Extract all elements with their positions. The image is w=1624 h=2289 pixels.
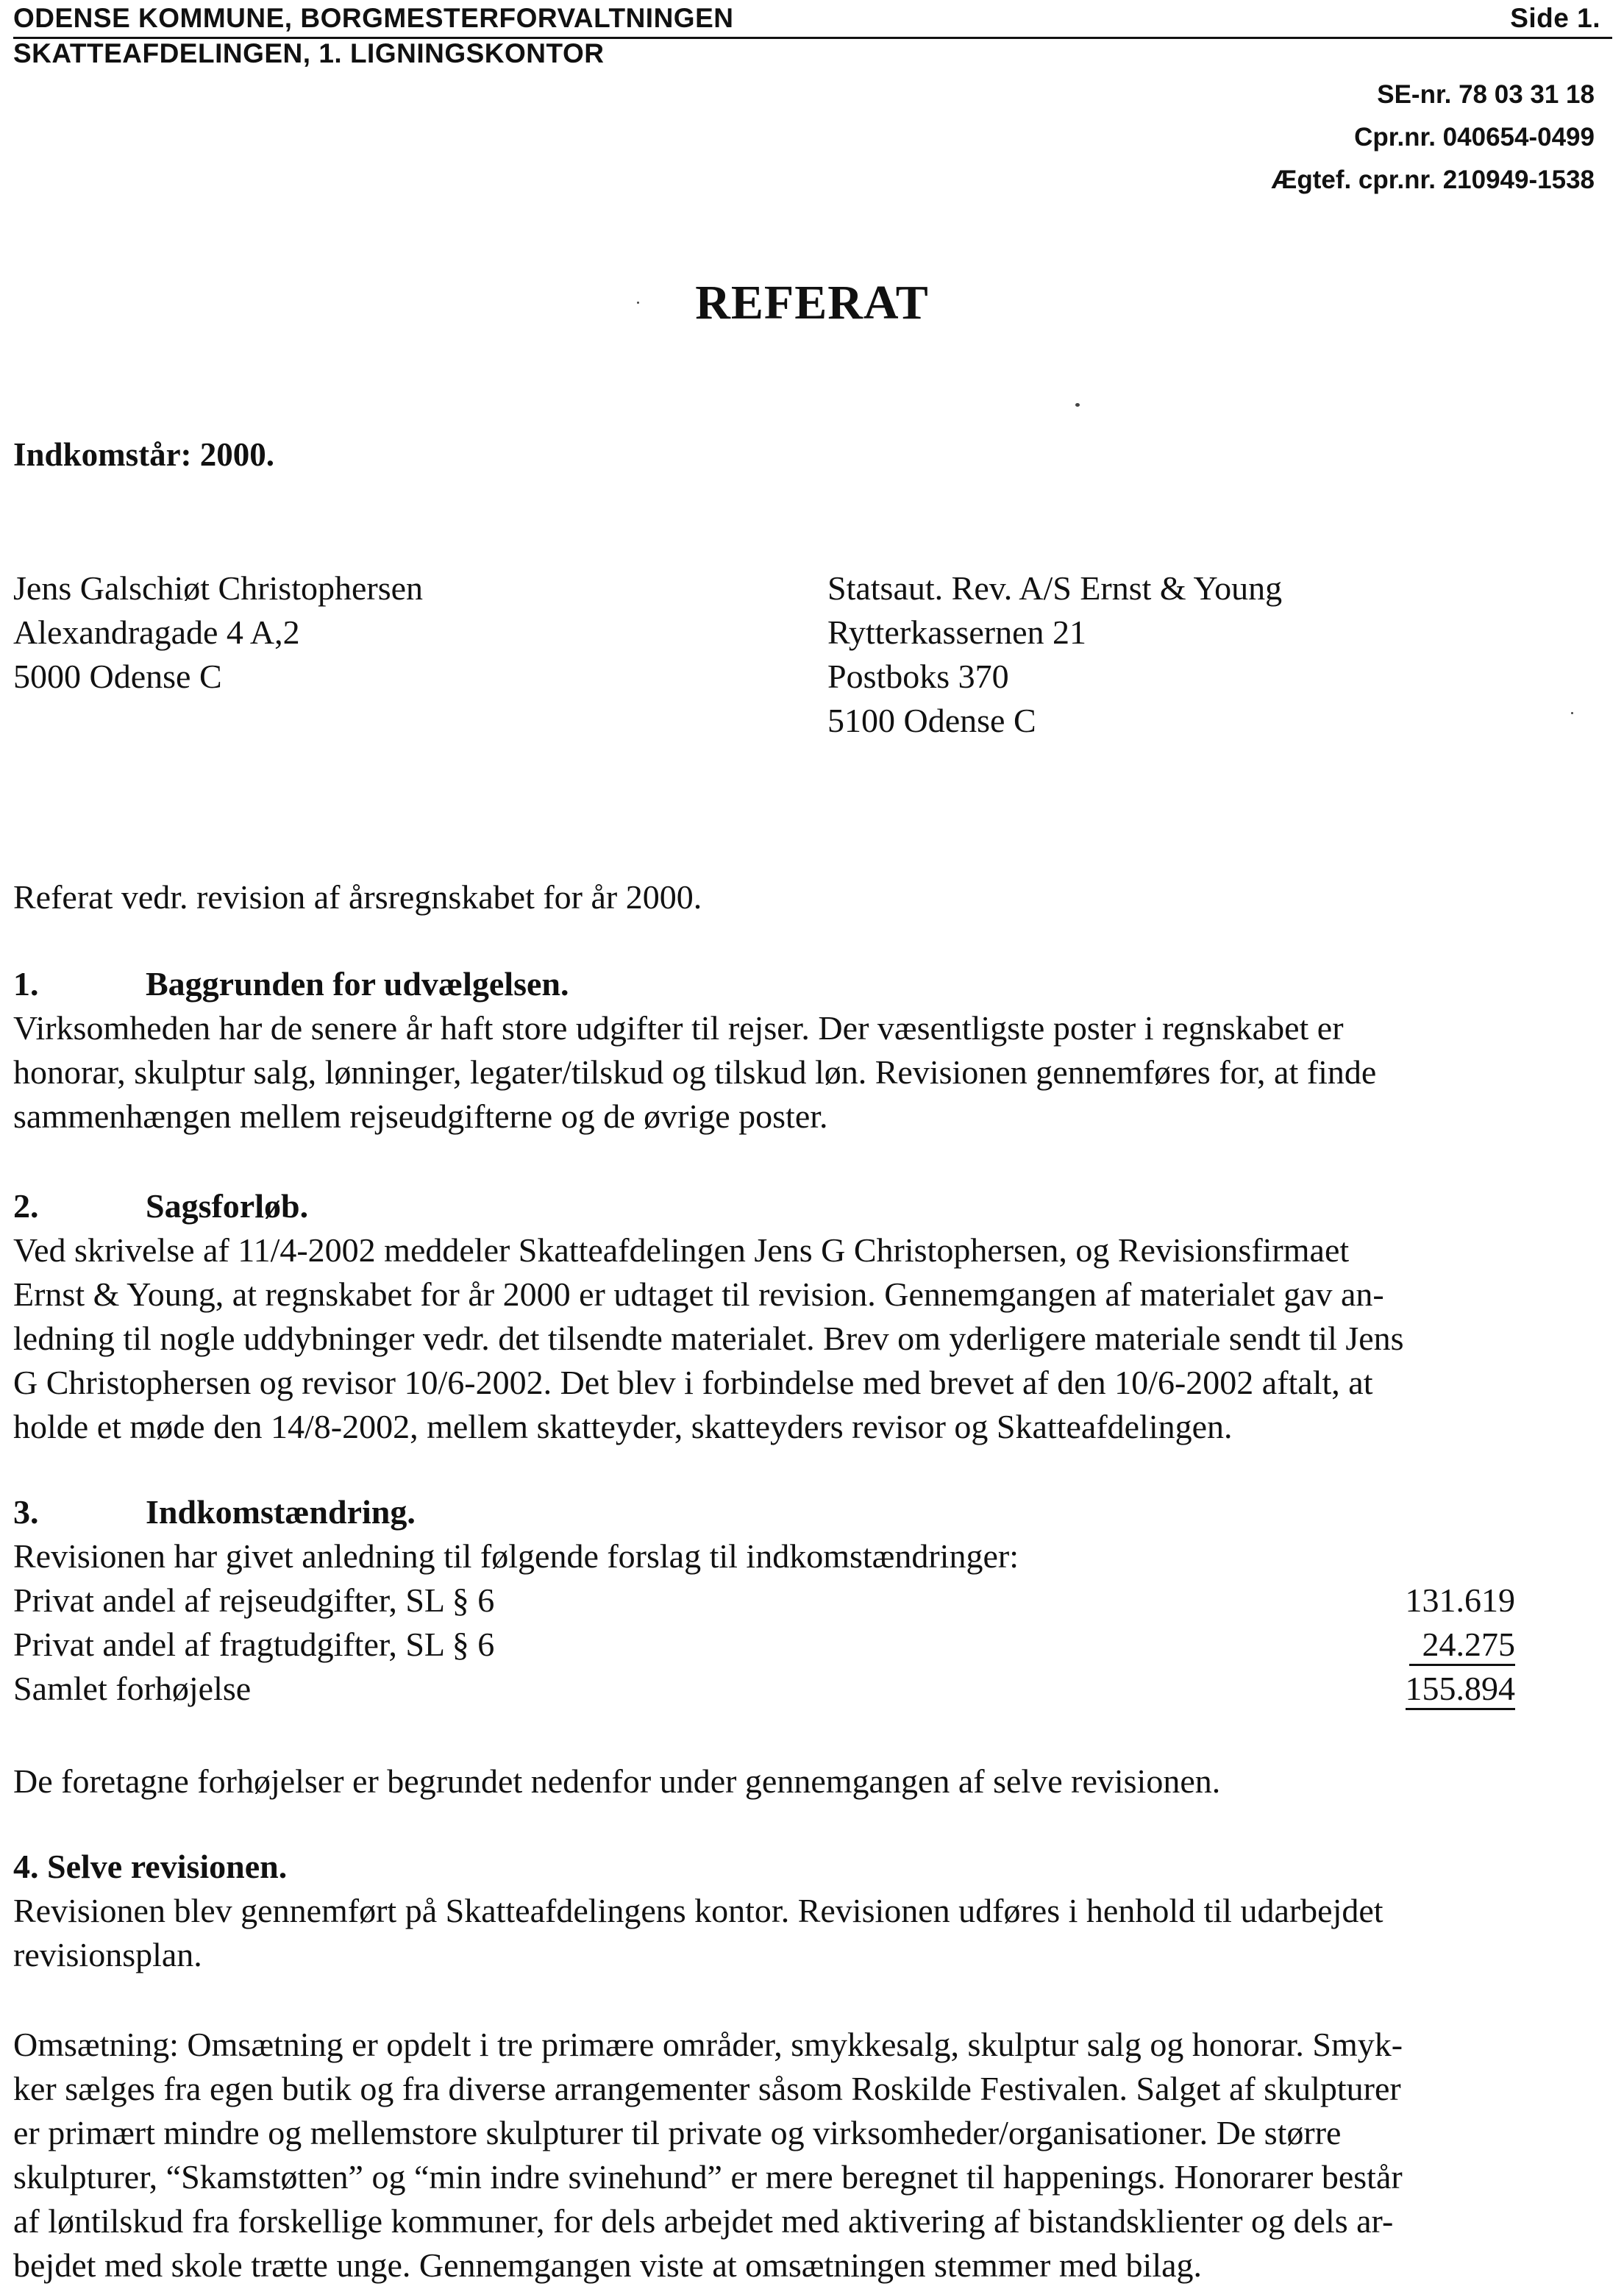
recipient-address	[13, 566, 423, 699]
section-2-line: ledning til nogle uddybninger vedr. det tilsendte materialet. Brev om yderligere materiale sendt til Jens	[13, 1320, 1404, 1357]
section-2	[13, 1184, 1612, 1449]
auditor-city: 5100 Odense C	[827, 702, 1036, 739]
revenue-line: er primært mindre og mellemstore skulpturer til private og virksomheder/organisationer. De større	[13, 2114, 1342, 2151]
revenue-line: bejdet med skole trætte unge. Gennemgangen viste at omsætningen stemmer med bilag.	[13, 2246, 1203, 2284]
revenue-line: skulpturer, “Skamstøtten” og “min indre svinehund” er mere beregnet til happenings. Honorarer består	[13, 2158, 1403, 2196]
cpr-number: Cpr.nr. 040654-0499	[1354, 123, 1595, 152]
subject-line: Referat vedr. revision af årsregnskabet for år 2000.	[13, 878, 702, 916]
section-1-number: 1.	[13, 965, 39, 1003]
section-3-intro: Revisionen har givet anledning til følgende forslag til indkomstændringer:	[13, 1537, 1019, 1575]
section-2-line: G Christophersen og revisor 10/6-2002. Det blev i forbindelse med brevet af den 10/6-2002 aftalt, at	[13, 1364, 1373, 1401]
income-year: Indkomstår: 2000.	[13, 436, 275, 473]
spouse-cpr-number: Ægtef. cpr.nr. 210949-1538	[1271, 165, 1595, 194]
recipient-name: Jens Galschiøt Christophersen	[13, 569, 424, 607]
scan-speck	[1075, 403, 1080, 407]
adjustment-amount-wrap	[1409, 1623, 1516, 1667]
section-3-number: 3.	[13, 1493, 39, 1531]
section-2-line: Ernst & Young, at regnskabet for år 2000 er udtaget til revision. Gennemgangen af materialet gav an-	[13, 1275, 1384, 1313]
identifier-block	[1271, 74, 1595, 202]
organization-line: ODENSE KOMMUNE, BORGMESTERFORVALTNINGEN	[13, 3, 734, 33]
revenue-paragraph	[13, 2023, 1612, 2288]
total-amount: 155.894	[1406, 1670, 1516, 1710]
section-4	[13, 1845, 1612, 1977]
section-1-line: Virksomheden har de senere år haft store udgifter til rejser. Der væsentligste poster i regnskabet er	[13, 1009, 1344, 1047]
section-2-title: Sagsforløb.	[146, 1187, 309, 1225]
adjustment-row	[13, 1623, 1612, 1667]
revenue-line: ker sælges fra egen butik og fra diverse arrangementer såsom Roskilde Festivalen. Salget af skulpturer	[13, 2070, 1401, 2107]
section-4-title: 4. Selve revisionen.	[13, 1848, 288, 1885]
section-1	[13, 962, 1612, 1139]
section-1-title: Baggrunden for udvælgelsen.	[146, 965, 569, 1003]
section-3-heading	[13, 1490, 1612, 1534]
adjustment-amount: 131.619	[1405, 1581, 1515, 1619]
section-4-line: Revisionen blev gennemført på Skatteafdelingens kontor. Revisionen udføres i henhold til udarbejdet	[13, 1892, 1383, 1929]
auditor-address	[827, 566, 1282, 743]
adjustment-amount: 24.275	[1409, 1626, 1516, 1666]
recipient-street: Alexandragade 4 A,2	[13, 613, 300, 651]
revenue-line: Omsætning: Omsætning er opdelt i tre primære områder, smykkesalg, skulptur salg og honorar. Smyk-	[13, 2026, 1403, 2063]
page-number: Side 1.	[1510, 3, 1600, 33]
total-row	[13, 1667, 1612, 1711]
adjustment-label: Privat andel af fragtudgifter, SL § 6	[13, 1626, 495, 1663]
section-3-note: De foretagne forhøjelser er begrundet nedenfor under gennemgangen af selve revisionen.	[13, 1762, 1221, 1800]
scan-speck	[1571, 712, 1573, 714]
auditor-name: Statsaut. Rev. A/S Ernst & Young	[827, 569, 1283, 607]
total-amount-wrap	[1406, 1667, 1516, 1711]
section-4-line: revisionsplan.	[13, 1936, 202, 1973]
se-number: SE-nr. 78 03 31 18	[1377, 80, 1595, 109]
section-1-line: honorar, skulptur salg, lønninger, legater/tilskud og tilskud løn. Revisionen gennemføres for, at finde	[13, 1053, 1377, 1091]
auditor-po-box: Postboks 370	[827, 658, 1009, 695]
total-label: Samlet forhøjelse	[13, 1670, 252, 1707]
adjustment-label: Privat andel af rejseudgifter, SL § 6	[13, 1581, 495, 1619]
adjustment-row	[13, 1578, 1612, 1623]
section-3-title: Indkomstændring.	[146, 1493, 416, 1531]
recipient-city: 5000 Odense C	[13, 658, 222, 695]
section-2-number: 2.	[13, 1187, 39, 1225]
section-2-line: holde et møde den 14/8-2002, mellem skatteyder, skatteyders revisor og Skatteafdelingen.	[13, 1408, 1233, 1445]
section-2-heading	[13, 1184, 1612, 1228]
section-3	[13, 1490, 1612, 1711]
department-line: SKATTEAFDELINGEN, 1. LIGNINGSKONTOR	[13, 38, 605, 68]
document-title: REFERAT	[695, 276, 929, 330]
document-header	[13, 1, 1612, 39]
section-1-heading	[13, 962, 1612, 1006]
auditor-street: Rytterkassernen 21	[827, 613, 1087, 651]
section-2-line: Ved skrivelse af 11/4-2002 meddeler Skatteafdelingen Jens G Christophersen, og Revisionsfirmaet	[13, 1231, 1350, 1269]
revenue-line: af løntilskud fra forskellige kommuner, for dels arbejdet med aktivering af bistandsklienter og dels ar-	[13, 2202, 1394, 2240]
section-1-line: sammenhængen mellem rejseudgifterne og de øvrige poster.	[13, 1097, 828, 1135]
scan-speck	[637, 302, 639, 304]
